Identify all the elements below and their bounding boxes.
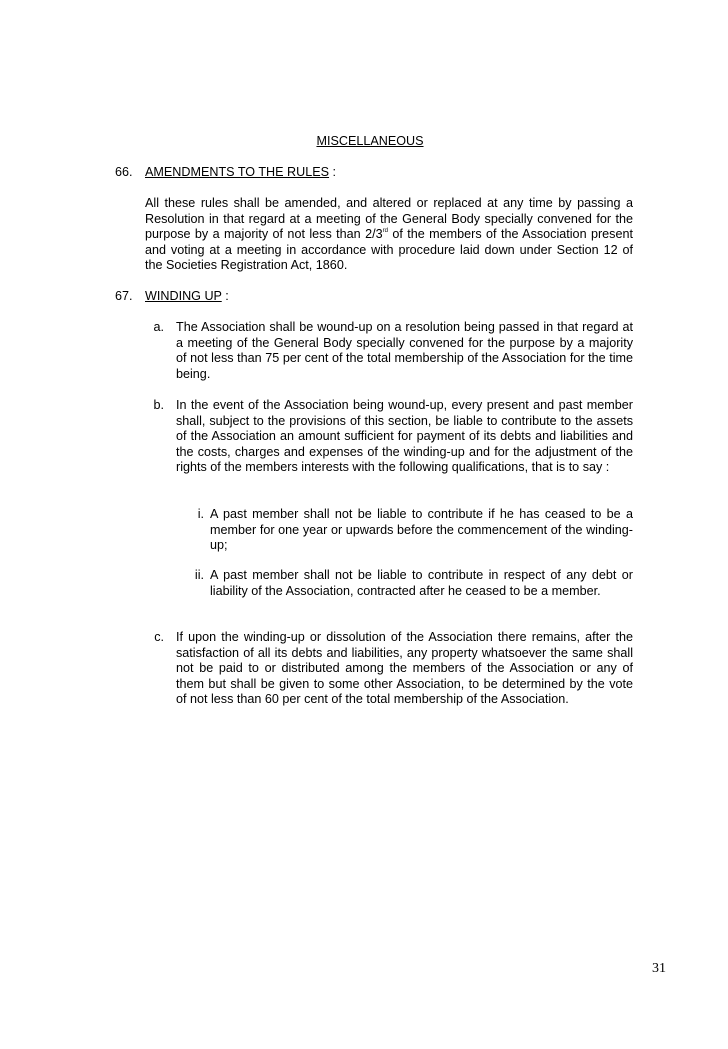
list-marker: ii. [194,568,204,582]
section-title-line [145,289,229,305]
list-marker: i. [197,507,204,521]
section-title-suffix: : [329,165,337,179]
list-marker: b. [153,398,164,412]
list-item-text: If upon the winding-up or dissolution of the Association there remains, after the satisfaction of all its debts and liabilities, any property whatsoever the same shall not be paid to or distributed among the members of the Association or any of them but shall be given to some other Association, to be determined by the vote of not less than 60 per cent of the total membership of the Association. [176,630,633,707]
list-item-text: In the event of the Association being wound-up, every present and past member shall, subject to the provisions of this section, be liable to contribute to the assets of the Association an amount sufficient for payment of its debts and liabilities and the costs, charges and expenses of the winding-up and for the adjustment of the rights of the members interests with the following qualifications, that is to say : [176,398,633,475]
list-item-text: The Association shall be wound-up on a resolution being passed in that regard at a meeting of the General Body specially convened for the purpose by a majority of not less than 75 per cent of the total membership of the Association for the time being. [176,320,633,381]
list-marker: a. [153,320,164,334]
body-text-part2: of the members of the Association present and voting at a meeting in accordance with procedure laid down under Section 12 of the Societies Registration Act, 1860. [145,227,633,273]
section-title-line [145,165,336,181]
section-title: WINDING UP [145,289,222,303]
list-marker: c. [154,630,164,644]
section-title-suffix: : [221,289,229,303]
list-item-text: A past member shall not be liable to contribute if he has ceased to be a member for one year or upwards before the commencement of the winding-up; [210,507,633,553]
section-number: 67. [115,289,133,303]
page-heading: MISCELLANEOUS [316,134,424,148]
body-text-part1: All these rules shall be amended, and altered or replaced at any time by passing a Resolution in that regard at a meeting of the General Body specially convened for the purpose by a majority of not less than 2/3 [145,196,633,242]
page-number: 31 [652,961,666,976]
section-title: AMENDMENTS TO THE RULES [145,165,330,179]
ordinal-suffix: rd [382,228,388,235]
section-number: 66. [115,165,133,179]
section-66-body [145,196,633,274]
list-item-text: A past member shall not be liable to contribute in respect of any debt or liability of the Association, contracted after he ceased to be a member. [210,568,633,598]
